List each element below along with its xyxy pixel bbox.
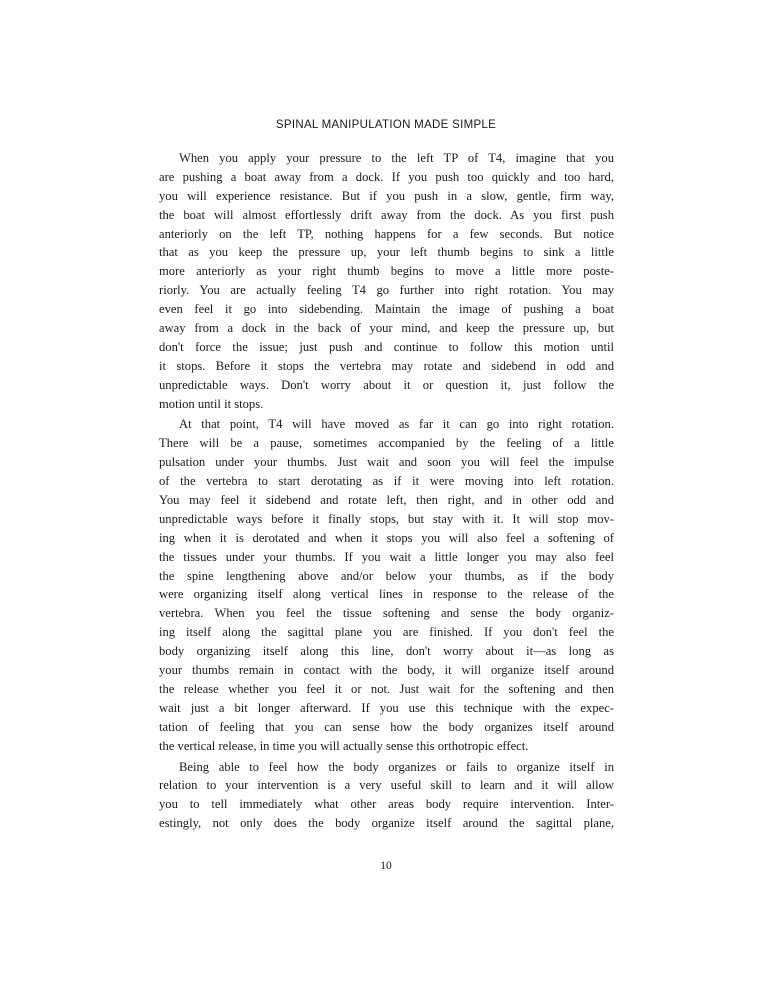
text-line: unpredictable ways before it finally stops, but stay with it. It will stop mov-: [159, 511, 614, 526]
text-line: it stops. Before it stops the vertebra may rotate and sidebend in odd and: [159, 358, 614, 373]
paragraph-1: [159, 149, 614, 413]
paragraph-2: [159, 415, 614, 755]
text-line: anteriorly on the left TP, nothing happens for a few seconds. But notice: [159, 226, 614, 241]
text-line: that as you keep the pressure up, your left thumb begins to sink a little: [159, 245, 614, 260]
text-line: pulsation under your thumbs. Just wait and soon you will feel the impulse: [159, 455, 614, 470]
text-line: your thumbs remain in contact with the body, it will organize itself around: [159, 663, 614, 678]
text-line: you will experience resistance. But if you push in a slow, gentle, firm way,: [159, 188, 614, 203]
text-line: more anteriorly as your right thumb begins to move a little more poste-: [159, 264, 614, 279]
text-line: tation of feeling that you can sense how the body organizes itself around: [159, 719, 614, 734]
running-head: SPINAL MANIPULATION MADE SIMPLE: [275, 119, 497, 131]
text-line: the release whether you feel it or not. Just wait for the softening and then: [159, 681, 614, 696]
text-line: you to tell immediately what other areas body require intervention. Inter-: [159, 797, 614, 812]
text-line: riorly. You are actually feeling T4 go further into right rotation. You may: [159, 283, 614, 298]
text-line: You may feel it sidebend and rotate left, then right, and in other odd and: [159, 493, 614, 508]
text-line: of the vertebra to start derotating as if it were moving into left rotation.: [159, 474, 614, 489]
text-line: Being able to feel how the body organizes or fails to organize itself in: [179, 759, 614, 774]
body-text: [159, 149, 614, 835]
text-line: ing itself along the sagittal plane you are finished. If you don't feel the: [159, 625, 614, 640]
text-line: even feel it go into sidebending. Maintain the image of pushing a boat: [159, 302, 614, 317]
text-line: were organizing itself along vertical lines in response to the release of the: [159, 587, 614, 602]
text-line: the boat will almost effortlessly drift away from the dock. As you first push: [159, 207, 614, 222]
text-line: There will be a pause, sometimes accompanied by the feeling of a little: [159, 436, 614, 451]
text-line: the spine lengthening above and/or below your thumbs, as if the body: [159, 568, 614, 583]
text-line: vertebra. When you feel the tissue softening and sense the body organiz-: [159, 606, 614, 621]
text-line: away from a dock in the back of your mind, and keep the pressure up, but: [159, 321, 614, 336]
text-line: unpredictable ways. Don't worry about it or question it, just follow the: [159, 377, 614, 392]
text-line: the vertical release, in time you will actually sense this orthotropic effect.: [159, 738, 529, 753]
page-number: 10: [380, 860, 392, 872]
text-line: wait just a bit longer afterward. If you use this technique with the expec-: [159, 700, 614, 715]
text-line: relation to your intervention is a very useful skill to learn and it will allow: [159, 778, 614, 793]
text-line: the tissues under your thumbs. If you wait a little longer you may also feel: [159, 549, 614, 564]
text-line: estingly, not only does the body organize itself around the sagittal plane,: [159, 816, 614, 831]
text-line: ing when it is derotated and when it stops you will also feel a softening of: [159, 530, 614, 545]
text-line: are pushing a boat away from a dock. If you push too quickly and too hard,: [159, 169, 614, 184]
paragraph-3: [159, 758, 614, 834]
text-line: don't force the issue; just push and continue to follow this motion until: [159, 339, 614, 354]
text-line: body organizing itself along this line, don't worry about it—as long as: [159, 644, 614, 659]
text-line: At that point, T4 will have moved as far it can go into right rotation.: [179, 417, 614, 432]
text-line: motion until it stops.: [159, 396, 264, 411]
text-line: When you apply your pressure to the left TP of T4, imagine that you: [179, 151, 614, 165]
